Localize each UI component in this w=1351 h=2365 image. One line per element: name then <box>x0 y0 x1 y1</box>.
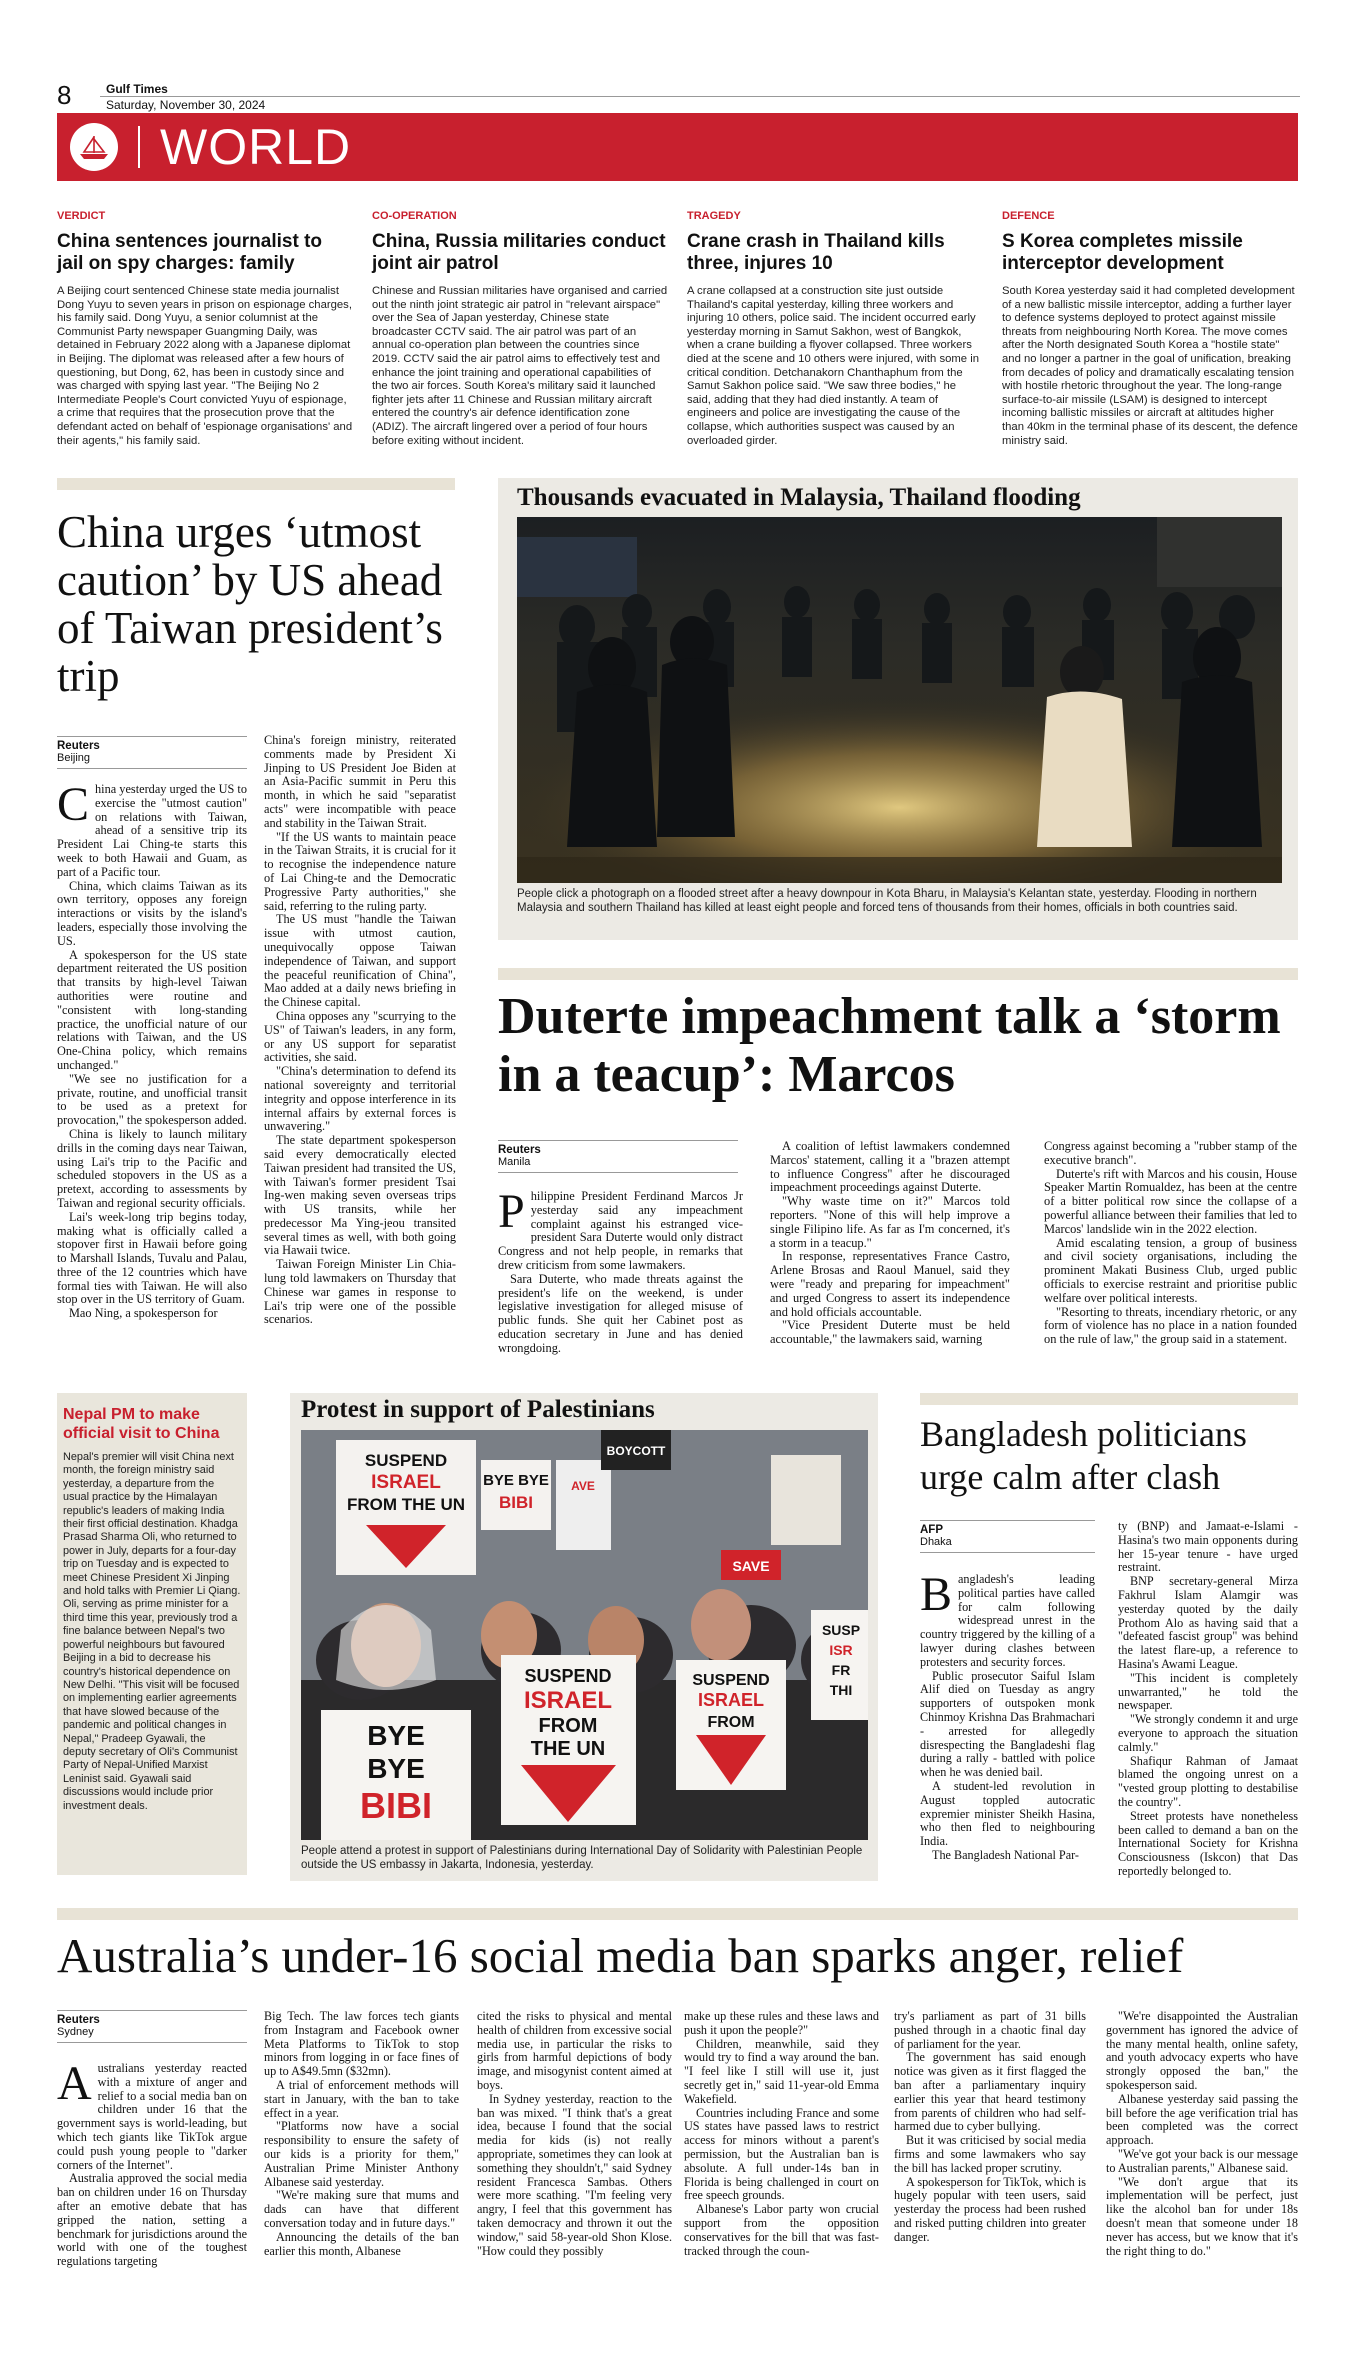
china-col-2 <box>264 734 456 1327</box>
paragraph: Countries including France and some US states have passed laws to restrict access for minors without a parent's permission, but the Australian ban is absolute. A full under-14s ban in Florida is being challenged in court on free speech grounds. <box>684 2105 879 2203</box>
sign-text: SUSPEND <box>524 1666 612 1686</box>
protest-photo-caption: People attend a protest in support of Palestinians during International Day of Solidarity with Palestinian People outside the US embassy in Jakarta, Indonesia, yesterday. <box>301 1845 863 1871</box>
paragraph: Australians yesterday reacted with a mixture of anger and relief to a social media ban on children under 16 that the government says is world-leading, but which tech giants like TikTok argue could push young people to "darker corners of the Internet". <box>57 2057 247 2172</box>
paragraph: Children, meanwhile, said they would try to find a way around the ban. "I feel like I still will use it, just secretly get in," said 11-year-old Emma Wakefield. <box>684 2036 879 2106</box>
australia-headline[interactable]: Australia’s under-16 social media ban sparks anger, relief <box>57 1928 1184 1983</box>
top-story-verdict <box>57 210 353 448</box>
duterte-col-3 <box>1044 1140 1297 1347</box>
paragraph: "We're disappointed the Australian government has ignored the advice of the many mental health, online safety, and youth advocacy experts who have strongly opposed the ban," the spokesperson said. <box>1106 2009 1298 2092</box>
story-headline[interactable]: China sentences journalist to jail on spy charges: family <box>57 231 322 274</box>
byline-rule <box>57 2010 247 2011</box>
paragraph: "We're making sure that mums and dads can have that different conversation today and in future days." <box>264 2188 459 2230</box>
section-band <box>920 1393 1298 1405</box>
paragraph: Taiwan Foreign Minister Lin Chia-lung told lawmakers on Thursday that Chinese war games in response to Lai's trip were one of the possible scenarios. <box>264 1257 456 1327</box>
sign-text: BYE <box>367 1753 425 1784</box>
protest-photo[interactable] <box>301 1430 868 1840</box>
bangladesh-col-1 <box>920 1568 1095 1863</box>
paragraph: BNP secretary-general Mirza Fakhrul Islam Alamgir was yesterday quoted by the daily Prothom Alo as having said that a "defeated fascist group" was behind the latest flare-up, a reference to Hasina's Awami League. <box>1118 1574 1298 1671</box>
australia-col-5 <box>894 2010 1086 2245</box>
top-story-cooperation <box>372 210 668 448</box>
australia-col-4 <box>684 2010 879 2258</box>
byline-rule <box>57 736 247 737</box>
china-byline <box>57 736 247 769</box>
nepal-body: Nepal's premier will visit China next month, the foreign ministry said yesterday, a departure from the usual practice by the Himalayan republic's leaders of making India their first official destination. Khadga Prasad Sharma Oli, who returned to power in July, departs for a four-day trip on Tuesday and is expected to meet Chinese President Xi Jinping and hold talks with Premier Li Qiang. Oli, serving as prime minister for a third time this year, previously trod a fine balance between Nepal's two powerful neighbours but favoured Beijing in a bid to decrease his country's historical dependence on New Delhi. "This visit will be focused on implementing earlier agreements that have slowed because of the pandemic and political changes in Nepal," Pradeep Gyawali, the deputy secretary of Oli's Communist Party of Nepal-Unified Marxist Leninist said. Gyawali said discussions would include prior investment deals. <box>63 1451 241 1812</box>
sign-text: FROM <box>538 1715 598 1737</box>
story-body: South Korea yesterday said it had completed development of a new ballistic missile interceptor, adding a further layer to defence systems deployed to protect against missile threats from neighbouring North Korea. The move comes after the North designated South Korea a "hostile state" and no longer a partner in the goal of unification, breaking from decades of policy and dramatically escalating tension with hostile rhetoric throughout the year. The long-range surface-to-air missile (LSAM) is designed to intercept incoming ballistic missiles or aircraft at altitudes higher than 40km in the terminal phase of its descent, the defence ministry said. <box>1002 285 1298 447</box>
byline-agency: Reuters <box>57 2014 100 2026</box>
byline-agency: Reuters <box>498 1144 541 1156</box>
paragraph: The state department spokesperson said every democratically elected Taiwan president had transited the US, with Taiwan's former president Tsai Ing-wen making seven overseas trips with US transits, while her predecessor Ma Ying-jeou transited several times as well, with both going via Hawaii twice. <box>264 1133 456 1258</box>
paragraph: "We strongly condemn it and urge everyone to approach the situation calmly." <box>1118 1712 1298 1754</box>
sign-text: SUSPEND <box>364 1451 448 1470</box>
paragraph: Bangladesh's leading political parties have called for calm following widespread unrest in the country triggered by the killing of a lawyer during clashes between protesters and security forces. <box>920 1568 1095 1669</box>
sign-text: THI <box>829 1682 853 1698</box>
paragraph: Lai's week-long trip begins today, making what is officially called a stopover first in Hawaii before going to Marshall Islands, Tuvalu and Palau, three of the 12 countries which have formal ties with Taiwan. He will also stop over in the US territory of Guam. <box>57 1209 247 1307</box>
page-number: 8 <box>57 80 72 110</box>
bangladesh-col-2 <box>1118 1520 1298 1879</box>
paragraph: "China's determination to defend its national sovereignty and territorial integrity and oppose interference in its internal affairs by external forces is unwavering." <box>264 1064 456 1134</box>
paragraph: Albanese's Labor party won crucial support from the opposition conservatives for the bill that was fast-tracked through the coun- <box>684 2202 879 2258</box>
paragraph: A spokesperson for the US state department reiterated the US position that transits by high-level Taiwan authorities were routine and "consistent with long-standing practice, the unofficial nature of our relations with Taiwan, and the US One-China policy, which remains unchanged." <box>57 947 247 1072</box>
paragraph: Big Tech. The law forces tech giants from Instagram and Facebook owner Meta Platforms to TikTok to stop minors from logging in or face fines of up to A$49.5mn ($32mn). <box>264 2009 459 2079</box>
china-headline[interactable]: China urges ‘utmost caution’ by US ahead of Taiwan president’s trip <box>57 507 443 701</box>
australia-col-2 <box>264 2010 459 2258</box>
banner-divider <box>138 126 140 168</box>
paragraph: "If the US wants to maintain peace in the Taiwan Straits, it is crucial for it to recognise the independence nature of Lai Ching-te and the Democratic Progressive Party authorities," she said, referring to the ruling party. <box>264 829 456 913</box>
byline-dateline: Beijing <box>57 752 91 764</box>
paragraph: "We don't argue that its implementation will be perfect, just like the alcohol ban for under 18s doesn't mean that someone under 18 never has access, but we know that it's the right thing to do." <box>1106 2174 1298 2258</box>
sign-text: FROM <box>707 1714 755 1731</box>
byline-rule <box>920 1552 1095 1553</box>
sign-text: BIBI <box>499 1493 533 1512</box>
paragraph: Australia approved the social media ban on children under 16 on Thursday after an emotive debate that has gripped the nation, setting a benchmark for jurisdictions around the world with one of the toughest regulations targeting <box>57 2171 247 2269</box>
paragraph: "We've got your back is our message to Australian parents," Albanese said. <box>1106 2146 1298 2175</box>
drop-cap: B <box>920 1568 953 1621</box>
paragraph: Street protests have nonetheless been called to demand a ban on the International Society for Krishna Consciousness (Iskcon) that Das reportedly belonged to. <box>1118 1808 1298 1878</box>
sign-text: BYE BYE <box>483 1472 549 1489</box>
sign-text: BYE <box>367 1720 425 1751</box>
paragraph: "We see no justification for a private, routine, and unofficial transit to be used as a pretext for provocation," the spokesperson added. <box>57 1071 247 1128</box>
australia-col-6 <box>1106 2010 1298 2258</box>
duterte-col-1 <box>498 1185 743 1356</box>
duterte-byline <box>498 1140 738 1173</box>
malaysia-photo-title: Thousands evacuated in Malaysia, Thailand flooding <box>517 484 1081 511</box>
nepal-headline[interactable]: Nepal PM to make official visit to China <box>63 1406 220 1442</box>
paragraph: A coalition of leftist lawmakers condemned Marcos' statement, calling it a "brazen attempt to influence Congress" after he discouraged impeachment proceedings against Duterte. <box>770 1139 1010 1195</box>
story-body: A crane collapsed at a construction site just outside Thailand's capital yesterday, killing three workers and injuring 10 others, police said. The incident occurred early yesterday morning in Samut Sakhon, west of Bangkok, when a crane building a flyover collapsed. Three workers died at the scene and 10 others were injured, with some in critical condition. Detchanakorn Chanthaphum from the Samut Sakhon police said. "We saw three bodies," he said, adding that they had died instantly. A team of engineers and police are investigating the cause of the collapse, which authorities suspect was caused by an overloaded girder. <box>687 285 980 447</box>
sign-text: FROM THE UN <box>346 1495 466 1514</box>
top-story-defence <box>1002 210 1298 448</box>
australia-byline <box>57 2010 247 2043</box>
byline-agency: Reuters <box>57 740 100 752</box>
paragraph: China is likely to launch military drills in the coming days near Taiwan, using Lai's trip to the Pacific and scheduled stopovers in the US as a pretext, according to assessments by Taiwan and regional security officials. <box>57 1126 247 1210</box>
paragraph: Mao Ning, a spokesperson for <box>69 1306 218 1321</box>
paragraph: A spokesperson for TikTok, which is hugely popular with teen users, said yesterday the process had been rushed and risked putting children into greater danger. <box>894 2174 1086 2244</box>
paragraph: The government has said enough notice was given as it first flagged the ban after a parliamentary inquiry earlier this year that heard testimony from parents of children who had self-harmed due to cyber bullying. <box>894 2050 1086 2134</box>
header-rule <box>100 96 1300 97</box>
byline-rule <box>57 768 247 769</box>
drop-cap: P <box>498 1185 525 1238</box>
paragraph: China yesterday urged the US to exercise the "utmost caution" on relations with Taiwan, ahead of a sensitive trip its President Lai Ching-te starts this week to both Hawaii and Guam, as part of a Pacific tour. <box>57 778 247 879</box>
paragraph: Sara Duterte, who made threats against the president's life on the weekend, is under legislative investigation for alleged misuse of public funds. She quit her Cabinet post as education secretary in June and has denied wrongdoing. <box>498 1271 743 1355</box>
byline-agency: AFP <box>920 1524 943 1536</box>
malaysia-photo-caption: People click a photograph on a flooded street after a heavy downpour in Kota Bharu, in Malaysia's Kelantan state, yesterday. Flooding in northern Malaysia and southern Thailand has killed at least eight people and forced tens of thousands from their homes, officials in both countries said. <box>517 888 1257 914</box>
byline-rule <box>920 1520 1095 1521</box>
bangladesh-byline <box>920 1520 1095 1553</box>
drop-cap: C <box>57 778 90 831</box>
sign-text: ISRAEL <box>697 1690 765 1710</box>
paragraph: But it was criticised by social media firms and some lawmakers who say the bill has lacked proper scrutiny. <box>894 2133 1086 2175</box>
sign-text: SUSP <box>821 1622 861 1638</box>
dhow-icon <box>70 123 118 171</box>
australia-col-3 <box>477 2010 672 2258</box>
bangladesh-headline[interactable]: Bangladesh politicians urge calm after clash <box>920 1414 1247 1497</box>
paragraph: "This incident is completely unwarranted," he told the newspaper. <box>1118 1670 1298 1713</box>
byline-rule <box>498 1140 738 1141</box>
paragraph: Congress against becoming a "rubber stamp of the executive branch". <box>1044 1139 1297 1167</box>
china-col-1 <box>57 778 247 1321</box>
sign-text: ISRAEL <box>523 1687 613 1714</box>
duterte-headline[interactable]: Duterte impeachment talk a ‘storm in a teacup’: Marcos <box>498 988 1281 1103</box>
section-title: WORLD <box>160 119 352 175</box>
story-kicker: VERDICT <box>57 210 106 222</box>
paragraph: "Platforms now have a social responsibility to ensure the safety of our kids is a priority for them," Australian Prime Minister Anthony Albanese said yesterday. <box>264 2119 459 2189</box>
paragraph: Duterte's rift with Marcos and his cousin, House Speaker Martin Romualdez, has been at the centre of a bitter political row since the collapse of a powerful alliance between their families that led to Marcos' landslide win in the 2022 election. <box>1044 1166 1297 1236</box>
story-headline[interactable]: Crane crash in Thailand kills three, injures 10 <box>687 231 945 274</box>
section-band <box>57 478 455 490</box>
top-story-tragedy <box>687 210 983 448</box>
paragraph: China opposes any "scurrying to the US" of Taiwan's leaders, in any form, or any US support for separatist activities, she said. <box>264 1008 456 1065</box>
story-body: Chinese and Russian militaries have organised and carried out the ninth joint strategic air patrol in "relevant airspace" over the Sea of Japan yesterday, Chinese state broadcaster CCTV said. The air patrol was part of an annual co-operation plan between the countries since 2019. CCTV said the air patrol aims to effectively test and enhance the joint training and operational capabilities of the two air forces. South Korea's military said it launched fighter jets after 11 Chinese and Russian military aircraft entered the country's air defence identification zone (ADIZ). The aircraft lingered over a period of four hours before exiting without incident. <box>372 285 668 447</box>
paragraph: Public prosecutor Saiful Islam Alif died on Tuesday as angry supporters of outspoken monk Chinmoy Krishna Das Brahmachari - arrested for allegedly disrespecting the Bangladeshi flag during a rally - battled with police when he was denied bail. <box>920 1668 1095 1780</box>
byline-dateline: Sydney <box>57 2026 94 2038</box>
paragraph: China, which claims Taiwan as its own territory, opposes any foreign interactions or visits by the island's leaders, especially those involving the US. <box>57 878 247 948</box>
flood-photo[interactable] <box>517 517 1282 883</box>
duterte-col-2 <box>770 1140 1010 1347</box>
sign-text: SAVE <box>732 1558 770 1574</box>
story-headline[interactable]: China, Russia militaries conduct joint air patrol <box>372 231 666 274</box>
sign-text: ISR <box>829 1642 853 1658</box>
sign-text: ISRAEL <box>371 1472 441 1493</box>
byline-dateline: Manila <box>498 1156 531 1168</box>
paragraph: Shafiqur Rahman of Jamaat blamed the ongoing unrest on a "vested group plotting to destabilise the country". <box>1118 1753 1298 1809</box>
story-kicker: CO-OPERATION <box>372 210 457 222</box>
paragraph: ty (BNP) and Jamaat-e-Islami - Hasina's two main opponents during her 15-year tenure - have urged restraint. <box>1118 1519 1298 1575</box>
paper-name: Gulf Times <box>106 82 168 96</box>
paragraph: A student-led revolution in August toppled autocratic expremier minister Sheikh Hasina, who then fled to neighbouring India. <box>920 1778 1095 1849</box>
byline-rule <box>57 2042 247 2043</box>
byline-dateline: Dhaka <box>920 1536 952 1548</box>
paragraph: In Sydney yesterday, reaction to the ban was mixed. "I think that's a great idea, because I found that the social media for kids (is) not really appropriate, sometimes they can look at something they shouldn't," said Sydney resident Francesca Sambas. Others were more scathing. "I'm feeling very angry, I feel that this government has taken democracy and thrown it out the window," said 58-year-old Shon Klose. "How could they possibly <box>477 2091 672 2258</box>
australia-col-1 <box>57 2057 247 2269</box>
sign-text: SUSPEND <box>692 1672 770 1689</box>
paragraph: "Vice President Duterte must be held accountable," the lawmakers said, warning <box>770 1318 1010 1347</box>
story-body: A Beijing court sentenced Chinese state media journalist Dong Yuyu to seven years in prison on espionage charges, his family said. Dong Yuyu, a senior columnist at the Communist Party newspaper Guangming Daily, was detained in February 2022 along with a Japanese diplomat in Beijing. The diplomat was released after a few hours of questioning, but Dong, 62, has been in custody since and was charged with spying last year. "The Beijing No 2 Intermediate People's Court convicted Yuyu of espionage, a crime that requires that the prosecution prove that the defendant acted on behalf of 'espionage organisations' and their agents," his family said. <box>57 285 353 447</box>
paragraph: The Bangladesh National Par- <box>932 1847 1079 1862</box>
paragraph: Philippine President Ferdinand Marcos Jr yesterday said any impeachment complaint against his estranged vice-president Sara Duterte would only distract Congress and not help people, in remarks that drew criticism from some lawmakers. <box>498 1185 743 1272</box>
paragraph: Albanese yesterday said passing the bill before the age verification trial has been completed was the correct approach. <box>1106 2091 1298 2148</box>
paragraph: Announcing the details of the ban earlier this month, Albanese <box>264 2229 459 2258</box>
paragraph: The US must "handle the Taiwan issue with utmost caution, unequivocally oppose Taiwan independence of Taiwan, and support the peaceful reunification of China", Mao added at a daily news briefing in the Chinese capital. <box>264 912 456 1010</box>
paragraph: cited the risks to physical and mental health of children from excessive social media use, in particular the risks to girls from harmful depictions of body image, and misogynist content aimed at boys. <box>477 2009 672 2092</box>
story-kicker: DEFENCE <box>1002 210 1055 222</box>
sign-text: THE UN <box>530 1738 606 1760</box>
paragraph: "Resorting to threats, incendiary rhetoric, or any form of violence has no place in a nation founded on the rule of law," the group said in a statement. <box>1044 1304 1297 1347</box>
sign-text: BIBI <box>360 1785 432 1826</box>
paragraph: "Why waste time on it?" Marcos told reporters. "None of this will help improve a single Filipino life. As far as I'm concerned, it's a storm in a teacup." <box>770 1194 1010 1250</box>
section-band <box>498 968 1298 980</box>
sign-text: FR <box>831 1662 851 1678</box>
section-band <box>57 1908 1298 1920</box>
drop-cap: A <box>57 2057 92 2110</box>
story-headline[interactable]: S Korea completes missile interceptor development <box>1002 231 1243 274</box>
sign-text: AVE <box>571 1479 595 1493</box>
byline-rule <box>498 1172 738 1173</box>
paragraph: Amid escalating tension, a group of business and civil society organisations, including the prominent Makati Business Club, urged public officials to exercise restraint and prioritise public welfare over political interests. <box>1044 1235 1297 1305</box>
paragraph: A trial of enforcement methods will start in January, with the ban to take effect in a year. <box>264 2077 459 2120</box>
paragraph: China's foreign ministry, reiterated comments made by President Xi Jinping to US President Joe Biden at an Asia-Pacific summit in Peru this month, in which he said "separatist acts" were incompatible with peace and stability in the Taiwan Strait. <box>264 733 456 830</box>
paper-date: Saturday, November 30, 2024 <box>106 98 266 112</box>
paragraph: try's parliament as part of 31 bills pushed through in a chaotic final day of parliament for the year. <box>894 2009 1086 2051</box>
sign-text: BOYCOTT <box>606 1444 666 1458</box>
paragraph: make up these rules and these laws and push it upon the people?" <box>684 2009 879 2037</box>
paragraph: In response, representatives France Castro, Arlene Brosas and Raoul Manuel, said they were "ready and preparing for impeachment" and urged Congress to assert its independence and hold officials accountable. <box>770 1249 1010 1319</box>
nepal-box <box>57 1393 247 1875</box>
story-kicker: TRAGEDY <box>687 210 741 222</box>
protest-photo-title: Protest in support of Palestinians <box>301 1396 655 1423</box>
